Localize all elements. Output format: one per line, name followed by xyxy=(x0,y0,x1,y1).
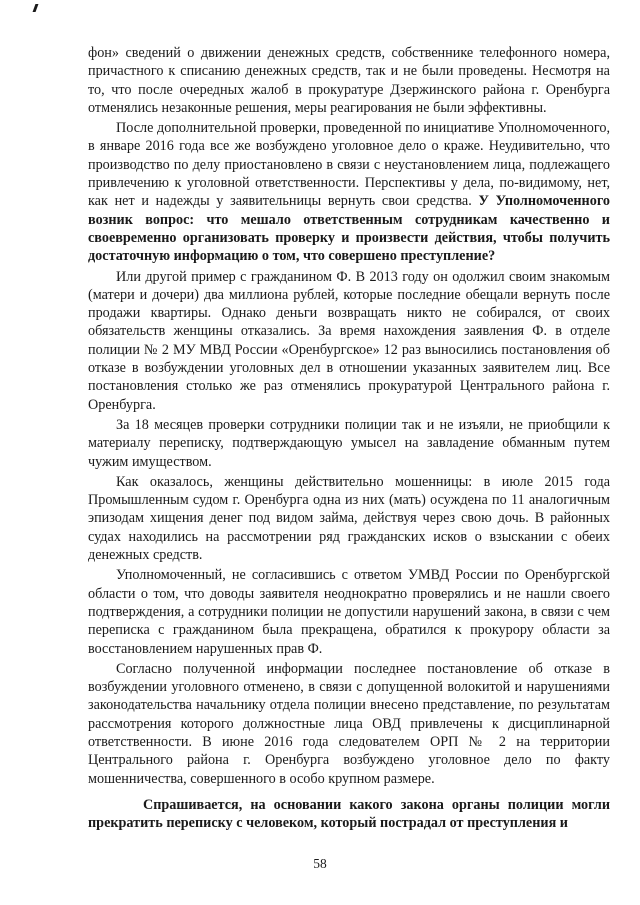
closing-question: Спрашивается, на основании какого закона органы полиции могли прекратить переписку с человеком, который пострадал от преступления и xyxy=(88,796,610,832)
paragraph-3-text: Или другой пример с гражданином Ф. В 2013 году он одолжил своим знакомым (матери и дочери) два миллиона рублей, которые последние обещали вернуть после продажи квартиры. Однако деньги возвращать никто не собирался, от своих обязательств женщины отказались. За время нахождения заявления Ф. в отделе полиции № 2 МУ МВД России «Оренбургское» 12 раз выносились постановления об отказе в возбуждении уголовных дел в отношении указанных заявителем лиц. Все постановления столько же раз отменялись прокуратурой Центрального района г. Оренбурга. xyxy=(88,268,610,413)
paragraph-2 xyxy=(88,119,610,265)
paragraph-4 xyxy=(88,416,610,471)
scan-mark xyxy=(33,4,39,12)
paragraph-2-text: После дополнительной проверки, проведенной по инициативе Уполномоченного, в январе 2016 года все же возбуждено уголовное дело о краже. Неудивительно, что производство по делу приостановлено в связи с неустановлением лица, подлежащего привлечению к уголовной ответственности. Перспективы у дела, по-видимому, нет, как нет и надежды у заявительницы вернуть свои средства. xyxy=(88,120,610,210)
paragraph-5-text: Как оказалось, женщины действительно мошенницы: в июле 2015 года Промышленным судом г. Оренбурга одна из них (мать) осуждена по 11 аналогичным эпизодам хищения денег под видом займа, действуя через свою дочь. В районных судах находились на рассмотрении ряд гражданских исков о взыскании с обеих денежных средств. xyxy=(88,473,610,564)
paragraph-5 xyxy=(88,473,610,564)
paragraph-7 xyxy=(88,660,610,788)
paragraph-1-text: фон» сведений о движении денежных средств, собственнике телефонного номера, причастного к списанию денежных средств, так и не были проведены. Несмотря на то, что после очередных жалоб в прокуратуре Дзержинского района г. Оренбурга отменялись незаконные решения, меры реагирования не были эффективны. xyxy=(88,45,610,116)
paragraph-4-text: За 18 месяцев проверки сотрудники полиции так и не изъяли, не приобщили к материалу переписку, подтверждающую умысел на завладение обманным путем чужим имуществом. xyxy=(88,416,610,470)
paragraph-7-text: Согласно полученной информации последнее постановление об отказе в возбуждении уголовного отменено, в связи с допущенной волокитой и нарушениями законодательства начальнику отдела полиции внесено представление, по результатам рассмотрения которого должностные лица ОВД привлечены к дисциплинарной ответственности. В июне 2016 года следователем ОРП № 2 на территории Центрального района г. Оренбурга возбуждено уголовное дело по факту мошенничества, совершенного в особо крупном размере. xyxy=(88,660,610,787)
paragraph-1 xyxy=(88,44,610,117)
page-number: 58 xyxy=(313,856,327,871)
body-text xyxy=(88,44,610,834)
paragraph-6-text: Уполномоченный, не согласившись с ответом УМВД России по Оренбургской области о том, что доводы заявителя неоднократно проверялись и не нашли своего подтверждения, а сотрудники полиции не допустили нарушений закона, в связи с чем переписка с гражданином была прекращена, обратился к прокурору области за восстановлением нарушенных прав Ф. xyxy=(88,567,610,657)
paragraph-3 xyxy=(88,268,610,414)
paragraph-2-question: У Уполномоченного возник вопрос: что мешало ответственным сотрудникам качественно и своевременно организовать проверку и произвести действия, чтобы получить достаточную информацию о том, что совершено преступление? xyxy=(88,193,611,265)
paragraph-8 xyxy=(88,796,610,833)
paragraph-6 xyxy=(88,566,610,657)
